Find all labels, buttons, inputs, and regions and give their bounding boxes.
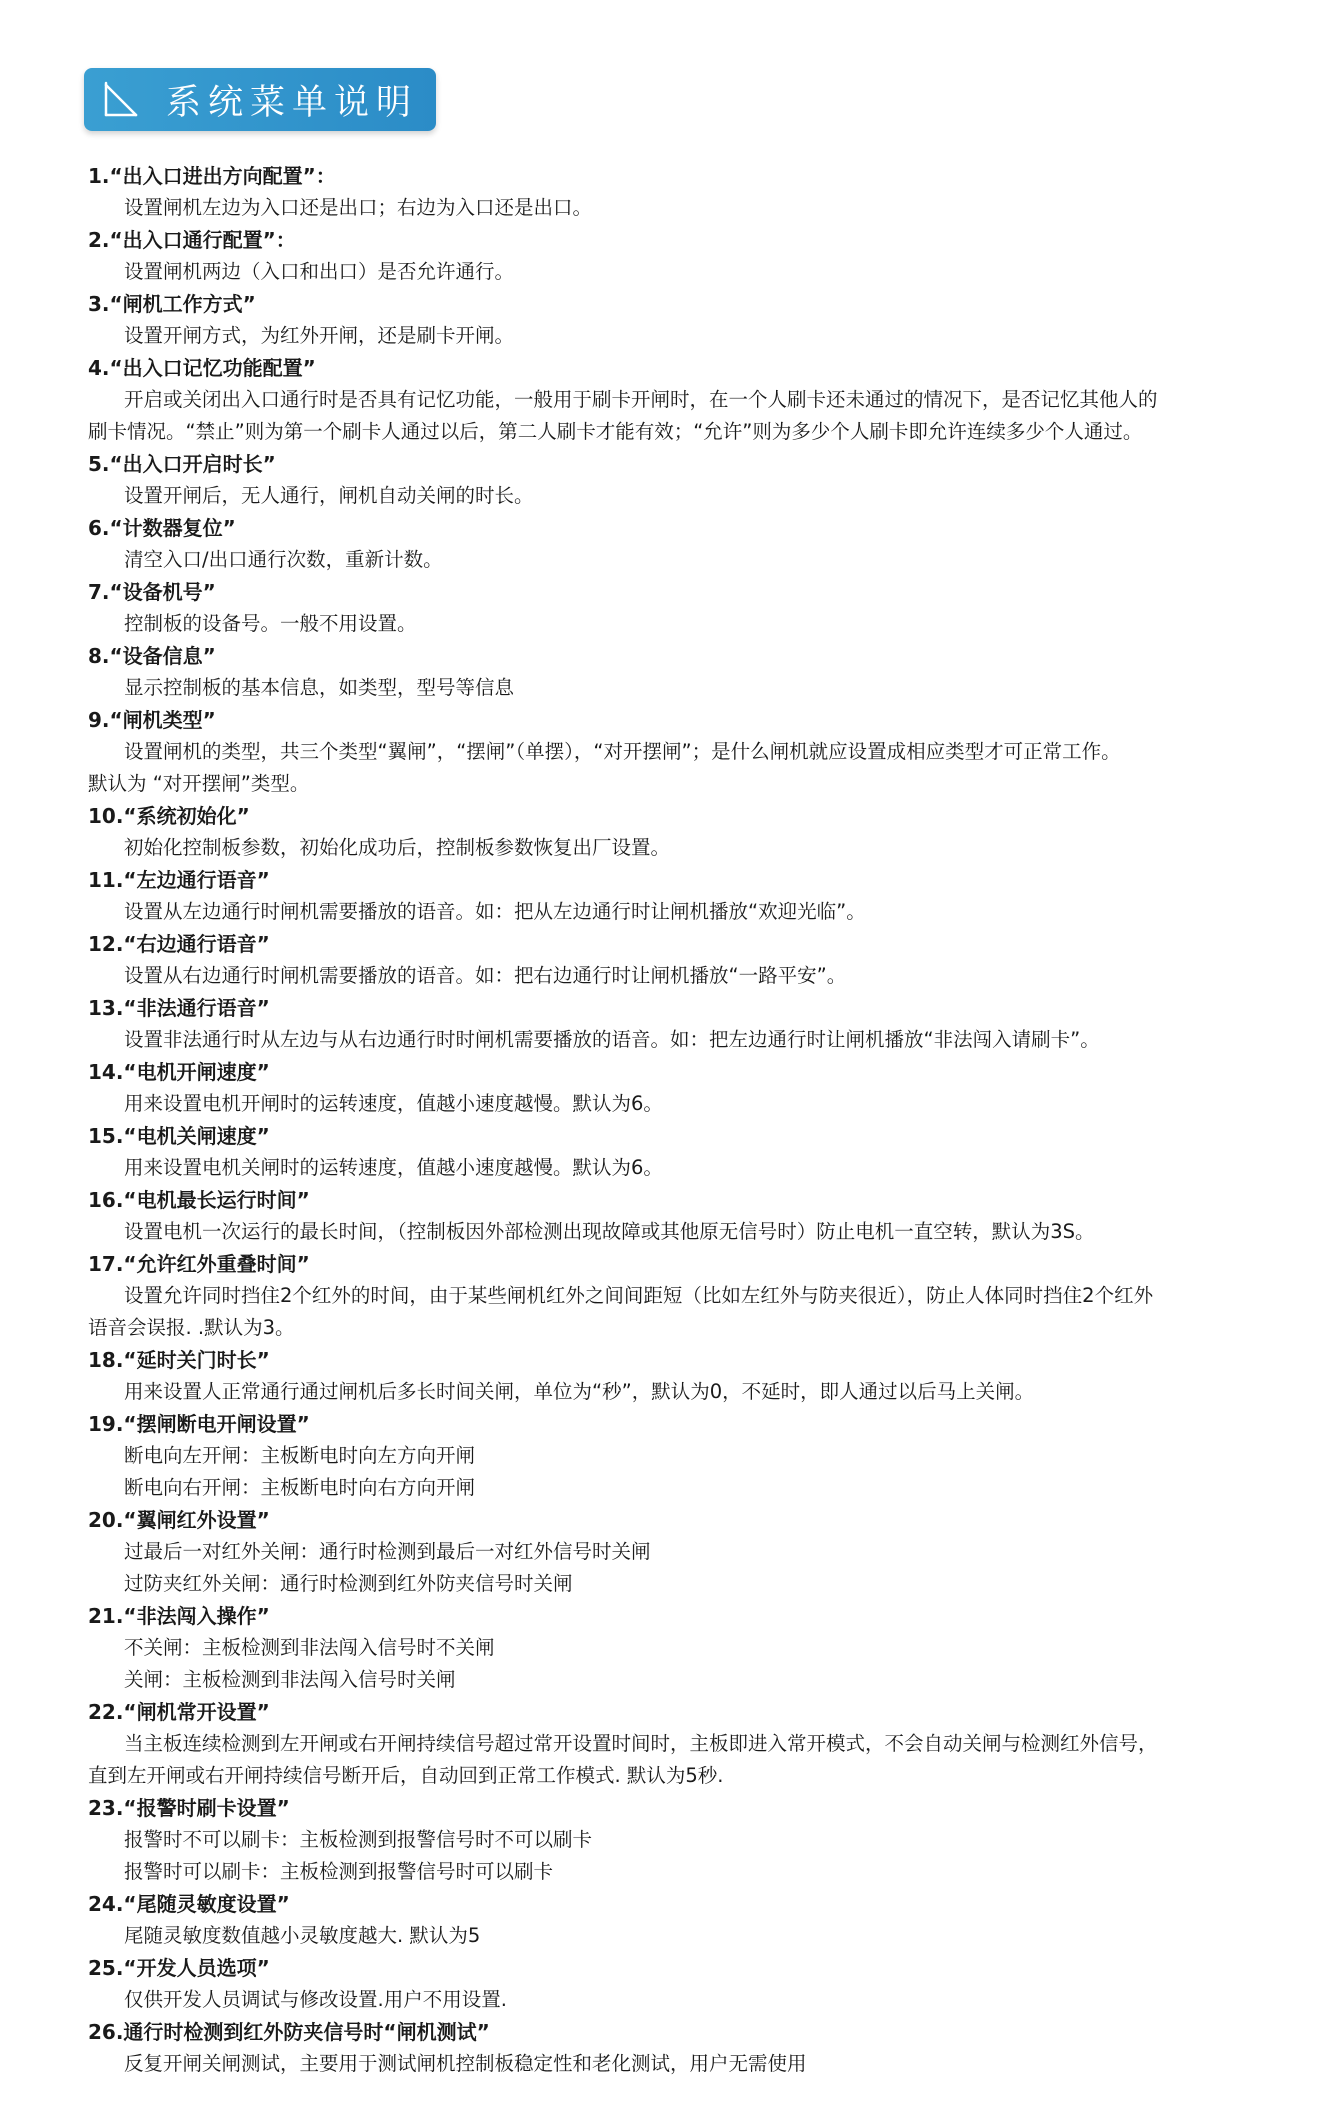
menu-item	[88, 640, 1268, 704]
menu-item-description: 仅供开发人员调试与修改设置.用户不用设置.	[124, 1988, 507, 2011]
menu-item	[88, 352, 1268, 448]
menu-item	[88, 448, 1268, 512]
menu-item-title: 26.通行时检测到红外防夹信号时“闸机测试”	[88, 2020, 490, 2044]
menu-item-description-line: 刷卡情况。“禁止”则为第一个刷卡人通过以后，第二人刷卡才能有效；“允许”则为多少个人刷卡即允许连续多少个人通过。	[88, 420, 1143, 443]
menu-item-description: 设置从右边通行时闸机需要播放的语音。如：把右边通行时让闸机播放“一路平安”。	[124, 964, 847, 987]
menu-item-title: 11.“左边通行语音”	[88, 868, 270, 892]
menu-item-title: 13.“非法通行语音”	[88, 996, 270, 1020]
menu-item-title: 19.“摆闸断电开闸设置”	[88, 1412, 310, 1436]
menu-item-description-line: 设置闸机的类型，共三个类型“翼闸”，“摆闸”（单摆），“对开摆闸”；是什么闸机就应设置成相应类型才可正常工作。	[124, 740, 1121, 763]
menu-item	[88, 1696, 1268, 1792]
menu-item-description: 用来设置电机开闸时的运转速度，值越小速度越慢。默认为6。	[124, 1092, 663, 1115]
menu-item-title: 23.“报警时刷卡设置”	[88, 1796, 290, 1820]
menu-item	[88, 1248, 1268, 1344]
menu-item-description: 报警时不可以刷卡：主板检测到报警信号时不可以刷卡	[124, 1828, 593, 1851]
menu-item-description: 控制板的设备号。一般不用设置。	[124, 612, 417, 635]
menu-item	[88, 704, 1268, 800]
menu-item-title: 10.“系统初始化”	[88, 804, 250, 828]
menu-item	[88, 1184, 1268, 1248]
menu-item-description: 用来设置人正常通行通过闸机后多长时间关闸，单位为“秒”，默认为0，不延时，即人通过以后马上关闸。	[124, 1380, 1035, 1403]
menu-item	[88, 160, 1268, 224]
menu-item-description: 设置开闸后，无人通行，闸机自动关闸的时长。	[124, 484, 534, 507]
menu-item	[88, 1120, 1268, 1184]
menu-item	[88, 1600, 1268, 1696]
menu-item-title: 3.“闸机工作方式”	[88, 292, 256, 316]
menu-item	[88, 928, 1268, 992]
menu-item-title: 9.“闸机类型”	[88, 708, 216, 732]
menu-item-description: 清空入口/出口通行次数，重新计数。	[124, 548, 443, 571]
menu-item-title: 16.“电机最长运行时间”	[88, 1188, 310, 1212]
menu-item-description: 过最后一对红外关闸：通行时检测到最后一对红外信号时关闸	[124, 1540, 651, 1563]
menu-item	[88, 1344, 1268, 1408]
menu-item-title: 18.“延时关门时长”	[88, 1348, 270, 1372]
menu-item-description: 用来设置电机关闸时的运转速度，值越小速度越慢。默认为6。	[124, 1156, 663, 1179]
page-title: 系统菜单说明	[166, 82, 419, 123]
menu-item-title: 22.“闸机常开设置”	[88, 1700, 270, 1724]
menu-item-description: 关闸：主板检测到非法闯入信号时关闸	[124, 1668, 456, 1691]
menu-item-description: 断电向左开闸：主板断电时向左方向开闸	[124, 1444, 476, 1467]
menu-item-title: 1.“出入口进出方向配置”：	[88, 164, 336, 188]
menu-item-title: 25.“开发人员选项”	[88, 1956, 270, 1980]
menu-item-description: 不关闸：主板检测到非法闯入信号时不关闸	[124, 1636, 495, 1659]
menu-item	[88, 512, 1268, 576]
menu-item-title: 12.“右边通行语音”	[88, 932, 270, 956]
menu-item-description: 初始化控制板参数，初始化成功后，控制板参数恢复出厂设置。	[124, 836, 671, 859]
menu-item-title: 2.“出入口通行配置”：	[88, 228, 296, 252]
menu-item-description-line: 开启或关闭出入口通行时是否具有记忆功能，一般用于刷卡开闸时，在一个人刷卡还未通过的情况下，是否记忆其他人的	[124, 388, 1158, 411]
menu-item	[88, 1056, 1268, 1120]
menu-item-description: 过防夹红外关闸：通行时检测到红外防夹信号时关闸	[124, 1572, 573, 1595]
menu-item-title: 6.“计数器复位”	[88, 516, 236, 540]
menu-item	[88, 1952, 1268, 2016]
menu-item-description: 反复开闸关闸测试，主要用于测试闸机控制板稳定性和老化测试，用户无需使用	[124, 2052, 807, 2075]
menu-item-title: 5.“出入口开启时长”	[88, 452, 276, 476]
menu-item	[88, 800, 1268, 864]
menu-item	[88, 1888, 1268, 1952]
menu-item-description-line: 当主板连续检测到左开闸或右开闸持续信号超过常开设置时间时，主板即进入常开模式，不会自动关闸与检测红外信号，	[124, 1732, 1158, 1755]
menu-item	[88, 288, 1268, 352]
menu-item-description: 设置闸机两边（入口和出口）是否允许通行。	[124, 260, 515, 283]
menu-item	[88, 1504, 1268, 1600]
menu-item-description	[88, 736, 1268, 800]
menu-item-title: 7.“设备机号”	[88, 580, 216, 604]
section-header	[84, 68, 436, 131]
menu-item-title: 4.“出入口记忆功能配置”	[88, 356, 316, 380]
menu-item-title: 24.“尾随灵敏度设置”	[88, 1892, 290, 1916]
menu-item-description	[88, 384, 1268, 448]
menu-item	[88, 864, 1268, 928]
menu-item-description: 断电向右开闸：主板断电时向右方向开闸	[124, 1476, 476, 1499]
menu-item-title: 15.“电机关闸速度”	[88, 1124, 270, 1148]
menu-item	[88, 576, 1268, 640]
menu-item-title: 20.“翼闸红外设置”	[88, 1508, 270, 1532]
menu-item-title: 17.“允许红外重叠时间”	[88, 1252, 310, 1276]
menu-item-description: 设置从左边通行时闸机需要播放的语音。如：把从左边通行时让闸机播放“欢迎光临”。	[124, 900, 866, 923]
menu-item	[88, 992, 1268, 1056]
menu-item-description: 显示控制板的基本信息，如类型，型号等信息	[124, 676, 515, 699]
menu-item-description: 报警时可以刷卡：主板检测到报警信号时可以刷卡	[124, 1860, 554, 1883]
menu-item-description-line: 默认为 “对开摆闸”类型。	[88, 772, 310, 795]
menu-item	[88, 224, 1268, 288]
menu-item-description-line: 设置允许同时挡住2个红外的时间，由于某些闸机红外之间间距短（比如左红外与防夹很近），防止人体同时挡住2个红外	[124, 1284, 1154, 1307]
arrow-down-right-icon	[100, 79, 142, 121]
menu-item-description: 设置闸机左边为入口还是出口；右边为入口还是出口。	[124, 196, 593, 219]
menu-item-description: 设置开闸方式，为红外开闸，还是刷卡开闸。	[124, 324, 515, 347]
menu-item	[88, 2016, 1268, 2080]
menu-item-description	[88, 1280, 1268, 1344]
menu-item	[88, 1792, 1268, 1888]
menu-item-description-line: 语音会误报. .默认为3。	[88, 1316, 295, 1339]
menu-item-title: 8.“设备信息”	[88, 644, 216, 668]
menu-item-description: 尾随灵敏度数值越小灵敏度越大. 默认为5	[124, 1924, 481, 1947]
menu-description-list	[88, 160, 1268, 2080]
menu-item-description-line: 直到左开闸或右开闸持续信号断开后，自动回到正常工作模式. 默认为5秒.	[88, 1764, 724, 1787]
menu-item-description: 设置电机一次运行的最长时间，（控制板因外部检测出现故障或其他原无信号时）防止电机一直空转，默认为3S。	[124, 1220, 1095, 1243]
menu-item	[88, 1408, 1268, 1504]
menu-item-description: 设置非法通行时从左边与从右边通行时时闸机需要播放的语音。如：把左边通行时让闸机播放“非法闯入请刷卡”。	[124, 1028, 1100, 1051]
menu-item-description	[88, 1728, 1268, 1792]
menu-item-title: 14.“电机开闸速度”	[88, 1060, 270, 1084]
menu-item-title: 21.“非法闯入操作”	[88, 1604, 270, 1628]
